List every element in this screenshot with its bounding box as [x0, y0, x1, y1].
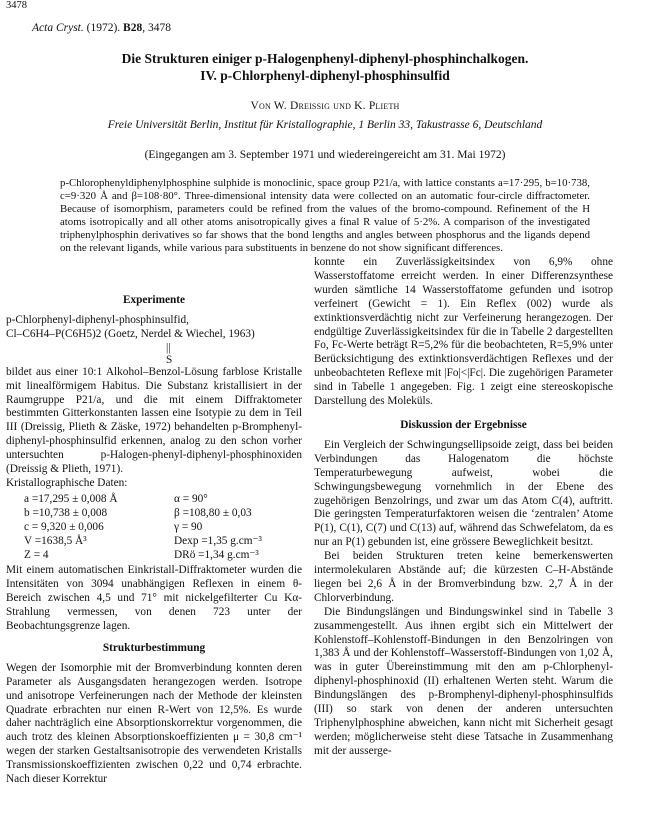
journal-year: (1972).: [86, 22, 121, 34]
crystal-c: c = 9,320 ± 0,006: [24, 520, 104, 533]
affiliation: Freie Universität Berlin, Institut für Kristallographie, 1 Berlin 33, Takustrasse 6, Deutschland: [107, 119, 543, 131]
title-line-2: IV. p-Chlorphenyl-diphenyl-phosphinsulfid: [200, 68, 450, 83]
crystal-gamma: γ = 90: [174, 520, 203, 533]
heading-strukturbestimmung: Strukturbestimmung: [102, 641, 206, 654]
crystal-alpha: α = 90°: [174, 492, 208, 505]
page-number: 3478: [6, 0, 27, 11]
compound-formula: Cl–C6H4–P(C6H5)2 (Goetz, Nerdel & Wiechel, 1963): [6, 327, 255, 340]
title-line-1: Die Strukturen einiger p-Halogenphenyl-diphenyl-phosphinchalkogen.: [121, 51, 529, 66]
received-date: (Eingegangen am 3. September 1971 und wiedereingereicht am 31. Mai 1972): [144, 149, 506, 161]
double-bond-symbol: ||: [166, 341, 171, 354]
authors: Von W. Dreissig und K. Plieth: [250, 100, 400, 112]
abstract: p-Chlorophenyldiphenylphosphine sulphide is monoclinic, space group P21/a, with lattice constants a=17·295, b=10·738, c=9·320 Å and β=108·80°. Three-dimensional intensity data were collected on an automatic four-circle diffractometer. Because of isomorphism, parameters could be refined from the values of the bromo-compound. Refinement of the H atoms isotropically and all other atoms anisotropically gives a final R value of 5·2%. A comparison of the investigated triphenylphosphin derivatives so far shows that the bond lengths and angles between phosphorus and the ligands depend on the relevant ligands, while various para substituents in benzene do not show significant differences.: [60, 177, 590, 255]
crystal-dexp: Dexp =1,35 g.cm⁻³: [174, 534, 262, 547]
crystal-data-label: Kristallographische Daten:: [6, 476, 128, 489]
right-column: [314, 256, 613, 759]
journal-volume: B28: [123, 22, 143, 34]
heading-diskussion: Diskussion der Ergebnisse: [400, 418, 527, 431]
heading-experimente: Experimente: [122, 294, 186, 306]
journal-name: Acta Cryst.: [32, 22, 84, 34]
paragraph-distances: Bei beiden Strukturen treten keine bemerkenswerten intermolekularen Abstände auf; die kürzesten C–H-Abstände liegen bei 2,6 Å in der Bromverbindung bzw. 2,7 Å in der Chlorverbindung.: [314, 550, 613, 604]
compound-name: p-Chlorphenyl-diphenyl-phosphinsulfid,: [6, 313, 189, 326]
crystal-a: a =17,295 ± 0,008 Å: [24, 492, 118, 505]
sulfur-atom: S: [166, 353, 173, 366]
crystal-data-table: [24, 493, 302, 563]
paragraph-bonds: Die Bindungslängen und Bindungswinkel sind in Tabelle 3 zusammengestellt. Aus ihnen ergibt sich ein Mittelwert der Kohlenstoff–Kohlenstoff-Bindungen in den Benzolringen von 1,383 Å und der Kohlenstoff–Wasserstoff-Bindungen von 1,02 Å, was in guter Übereinstimmung mit den am p-Chlorphenyl-diphenyl-phosphinoxid (II) erhaltenen Werten steht. Warum die Bindungslängen des p-Bromphenyl-diphenyl-phosphinsulfids (III) so stark von denen der anderen untersuchten Triphenylphosphine abweichen, kann nicht mit Sicherheit gesagt werden; möglicherweise steht diese Tatsache in Zusammenhang mit der ausserge-: [314, 605, 613, 757]
left-column: [6, 290, 302, 787]
paragraph-refinement-cont: konnte ein Zuverlässigkeitsindex von 6,9% ohne Wasserstoffatome erreicht werden. In einer Differenzsynthese wurden sämtliche 14 Wasserstoffatome gefunden und isotrop verfeinert (Gewicht = 1). Ein Reflex (002) wurde als extinktionsverdächtig nicht zur Verfeinerung herangezogen. Der endgültige Zuverlässigkeitsindex für die in Tabelle 2 dargestellten Fo, Fc-Werte beträgt R=5,2% für die beobachteten, R=5,9% unter Berücksichtigung des extinktionsverdächtigen Reflexes und der unbeobachteten Reflexe mit |Fo|<|Fc|. Die zugehörigen Parameter sind in Tabelle 1 angegeben. Fig. 1 zeigt eine stereoskopische Darstellung des Moleküls.: [314, 256, 613, 408]
paragraph-refinement: Wegen der Isomorphie mit der Bromverbindung konnten deren Parameter als Ausgangsdaten herangezogen werden. Isotrope und anisotrope Verfeinerungen nach der Methode der kleinsten Quadrate erbrachten nur einen R-Wert von 12,5%. Es wurde daher nachträglich eine Absorptionskorrektur vorgenommen, die auch trotz des kleinen Absorptionskoeffizienten μ = 30,8 cm⁻¹ wegen der starken Gestaltsanisotropie des verwendeten Kristalls Transmissionskoeffizienten zwischen 0,22 und 0,74 erbrachte. Nach dieser Korrektur: [6, 661, 302, 786]
paragraph-ellipsoids: Ein Vergleich der Schwingungsellipsoide zeigt, dass bei beiden Verbindungen das Halogenatom die höchste Temperaturbewegung aufweist, wobei die Schwingungsbewegung vornehmlich in der Ebene des zugehörigen Benzolrings, und zwar um das Atom C(4), auftritt. Die geringsten Temperaturfaktoren weisen die ‘zentralen’ Atome P(1), C(1), C(7) und C(13) auf, während das Schwefelatom, da es nur an P(1) gebunden ist, eine grössere Beweglichkeit besitzt.: [314, 438, 613, 549]
crystal-dro: DRö =1,34 g.cm⁻³: [174, 548, 259, 561]
journal-citation: Acta Cryst. (1972). B28, 3478: [32, 22, 171, 34]
crystal-b: b =10,738 ± 0,008: [24, 506, 108, 519]
paragraph-intensities: Mit einem automatischen Einkristall-Diffraktometer wurden die Intensitäten von 3094 unabhängigen Reflexen in einem θ-Bereich zwischen 4,5 und 71° mit nickelgefilterter Cu Kα-Strahlung vermessen, von denen 723 unter der Beobachtungsgrenze lagen.: [6, 564, 302, 633]
paragraph-crystal: bildet aus einer 10:1 Alkohol–Benzol-Lösung farblose Kristalle mit linealförmigem Habitus. Die Substanz kristallisiert in der Raumgruppe P21/a, und die mit einem Diffraktometer bestimmten Gitterkonstanten lassen eine Isotypie zu dem in Teil III (Dreissig, Plieth & Zäske, 1972) behandelten p-Bromphenyl-diphenyl-phosphinsulfid erkennen, analog zu den schon vorher untersuchten p-Halogen-phenyl-diphenyl-phosphinoxiden (Dreissig & Plieth, 1971).: [6, 365, 302, 476]
crystal-volume: V =1638,5 Å³: [24, 534, 87, 547]
crystal-z: Z = 4: [24, 548, 49, 561]
journal-page: 3478: [147, 22, 171, 34]
crystal-beta: β =108,80 ± 0,03: [174, 506, 252, 519]
article-title: [0, 50, 650, 84]
